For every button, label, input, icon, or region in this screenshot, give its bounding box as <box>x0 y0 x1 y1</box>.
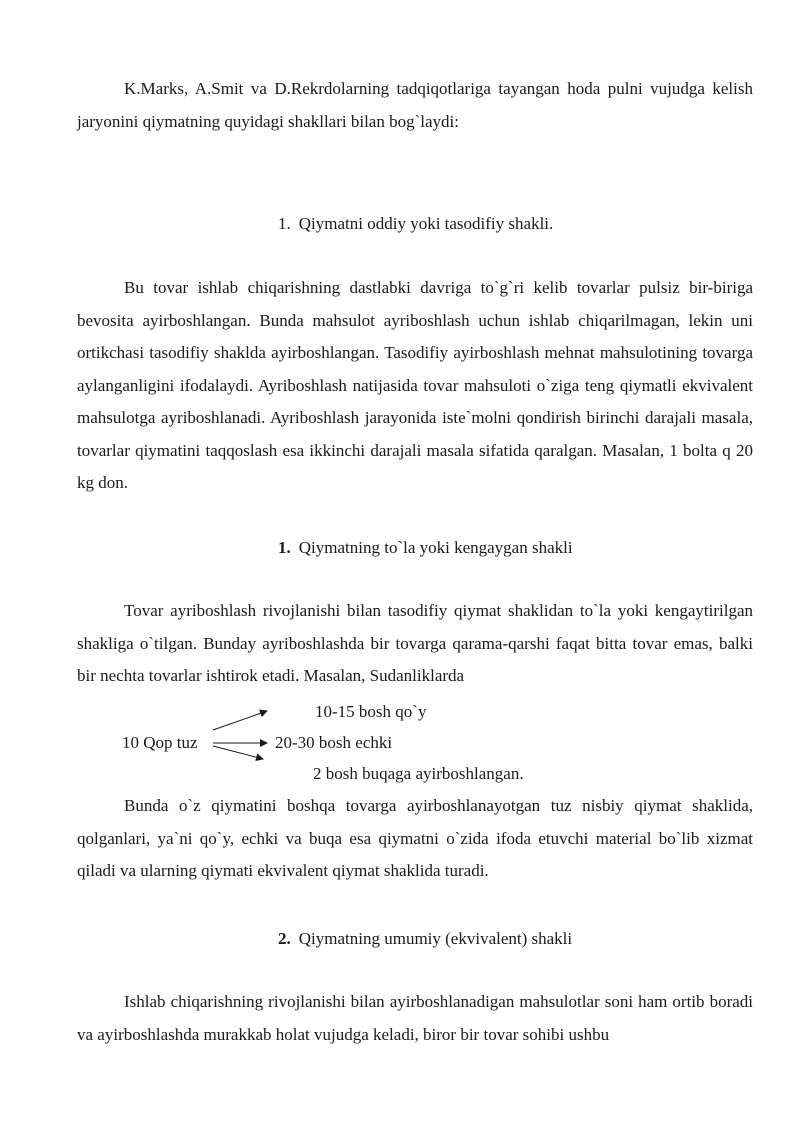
section-paragraph-1: Bu tovar ishlab chiqarishning dastlabki davriga to`g`ri kelib tovarlar pulsiz bir-biriga bevosita ayirboshlangan. Bunda mahsulot ayriboshlash uchun ishlab chiqarilmagan, lekin uni ortikchasi tasodifiy shaklda ayirboshlangan. Tasodifiy ayirboshlash mehnat mahsulotining tovarga aylanganligini ifodalaydi. Ayriboshlash natijasida tovar mahsuloti o`ziga teng qiymatli ekvivalent mahsulotga ayriboshlanadi. Ayriboshlash jarayonida iste`molni qondirish birinchi darajali masala, tovarlar qiymatini taqqoslash esa ikkinchi darajali masala sifatida qaralgan. Masalan, 1 bolta q 20 kg don. <box>77 278 753 492</box>
section-paragraph-3: Ishlab chiqarishning rivojlanishi bilan ayirboshlanadigan mahsulotlar soni ham ortib boradi va ayirboshlashda murakkab holat vujudga keladi, biror bir tovar sohibi ushbu <box>77 992 753 1044</box>
exchange-target: 20-30 bosh echki <box>275 733 393 752</box>
section-number: 1. <box>278 214 291 233</box>
section-number: 2. <box>278 929 291 948</box>
section-paragraph-2: Tovar ayriboshlash rivojlanishi bilan tasodifiy qiymat shaklidan to`la yoki kengaytirilgan shakliga o`tilgan. Bunday ayriboshlashda bir tovarga qarama-qarshi faqat bitta tovar emas, balki bir nechta tovarlar ishtirok etadi. Masalan, Sudanliklarda <box>77 601 753 685</box>
conclusion-paragraph: Bunda o`z qiymatini boshqa tovarga ayirboshlanayotgan tuz nisbiy qiymat shaklida, qolganlari, ya`ni qo`y, echki va buqa esa qiymatni o`zida ifoda etuvchi material bo`lib xizmat qiladi va ularning qiymati ekvivalent qiymat shaklida turadi. <box>77 796 753 880</box>
section-heading-3 <box>278 927 572 951</box>
exchange-source: 10 Qop tuz <box>122 733 198 752</box>
section-title: Qiymatning to`la yoki kengaygan shakli <box>298 538 573 557</box>
section-number: 1. <box>278 538 291 557</box>
exchange-target: 10-15 bosh qo`y <box>315 702 427 721</box>
intro-paragraph: K.Marks, A.Smit va D.Rekrdolarning tadqiqotlariga tayangan hoda pulni vujudga kelish jaryonini qiymatning quyidagi shakllari bilan bog`laydi: <box>77 79 753 131</box>
arrow-down <box>213 746 263 759</box>
exchange-target: 2 bosh buqaga ayirboshlangan. <box>313 764 524 783</box>
section-title: Qiymatni oddiy yoki tasodifiy shakli. <box>298 214 554 233</box>
arrow-up <box>213 711 267 730</box>
section-title: Qiymatning umumiy (ekvivalent) shakli <box>298 929 573 948</box>
